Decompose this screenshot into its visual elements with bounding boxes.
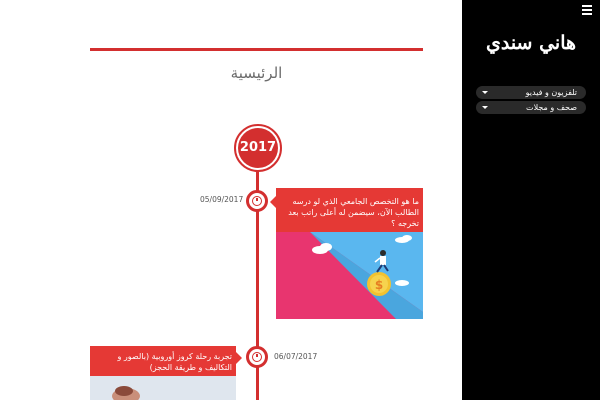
timeline-node xyxy=(246,190,268,212)
chevron-down-icon xyxy=(482,106,488,109)
card-pointer xyxy=(236,352,242,364)
hamburger-icon[interactable] xyxy=(582,5,592,15)
post-card[interactable] xyxy=(90,346,236,400)
post-date: 06/07/2017 xyxy=(274,352,318,361)
nav-item-label: صحف و مجلات xyxy=(526,103,577,112)
timeline-node xyxy=(246,346,268,368)
sidebar xyxy=(462,0,600,400)
svg-text:$: $ xyxy=(374,278,384,292)
page-title: الرئيسية xyxy=(230,64,283,82)
chevron-down-icon xyxy=(482,91,488,94)
nav-item-newspapers[interactable] xyxy=(476,101,586,114)
nav-item-tv-video[interactable] xyxy=(476,86,586,99)
post-thumbnail[interactable] xyxy=(90,376,236,400)
clock-icon xyxy=(252,196,262,206)
top-divider xyxy=(90,48,423,51)
post-card[interactable] xyxy=(276,188,423,319)
post-title[interactable]: تجربة رحلة كروز أوروبية (بالصور و التكاليف و طريقة الحجز) xyxy=(117,352,232,372)
post-title[interactable]: ما هو التخصص الجامعي الذي لو درسه الطالب الآن، سيضمن له أعلى راتب بعد تخرجه ؟ xyxy=(288,197,419,228)
year-badge xyxy=(234,124,282,172)
year-label: 2017 xyxy=(238,128,278,168)
nav-item-label: تلفزيون و فيديو xyxy=(525,88,577,97)
site-logo[interactable]: هاني سندي xyxy=(485,32,577,54)
post-thumbnail[interactable] xyxy=(276,232,423,319)
post-date: 05/09/2017 xyxy=(200,195,244,204)
clock-icon xyxy=(252,352,262,362)
